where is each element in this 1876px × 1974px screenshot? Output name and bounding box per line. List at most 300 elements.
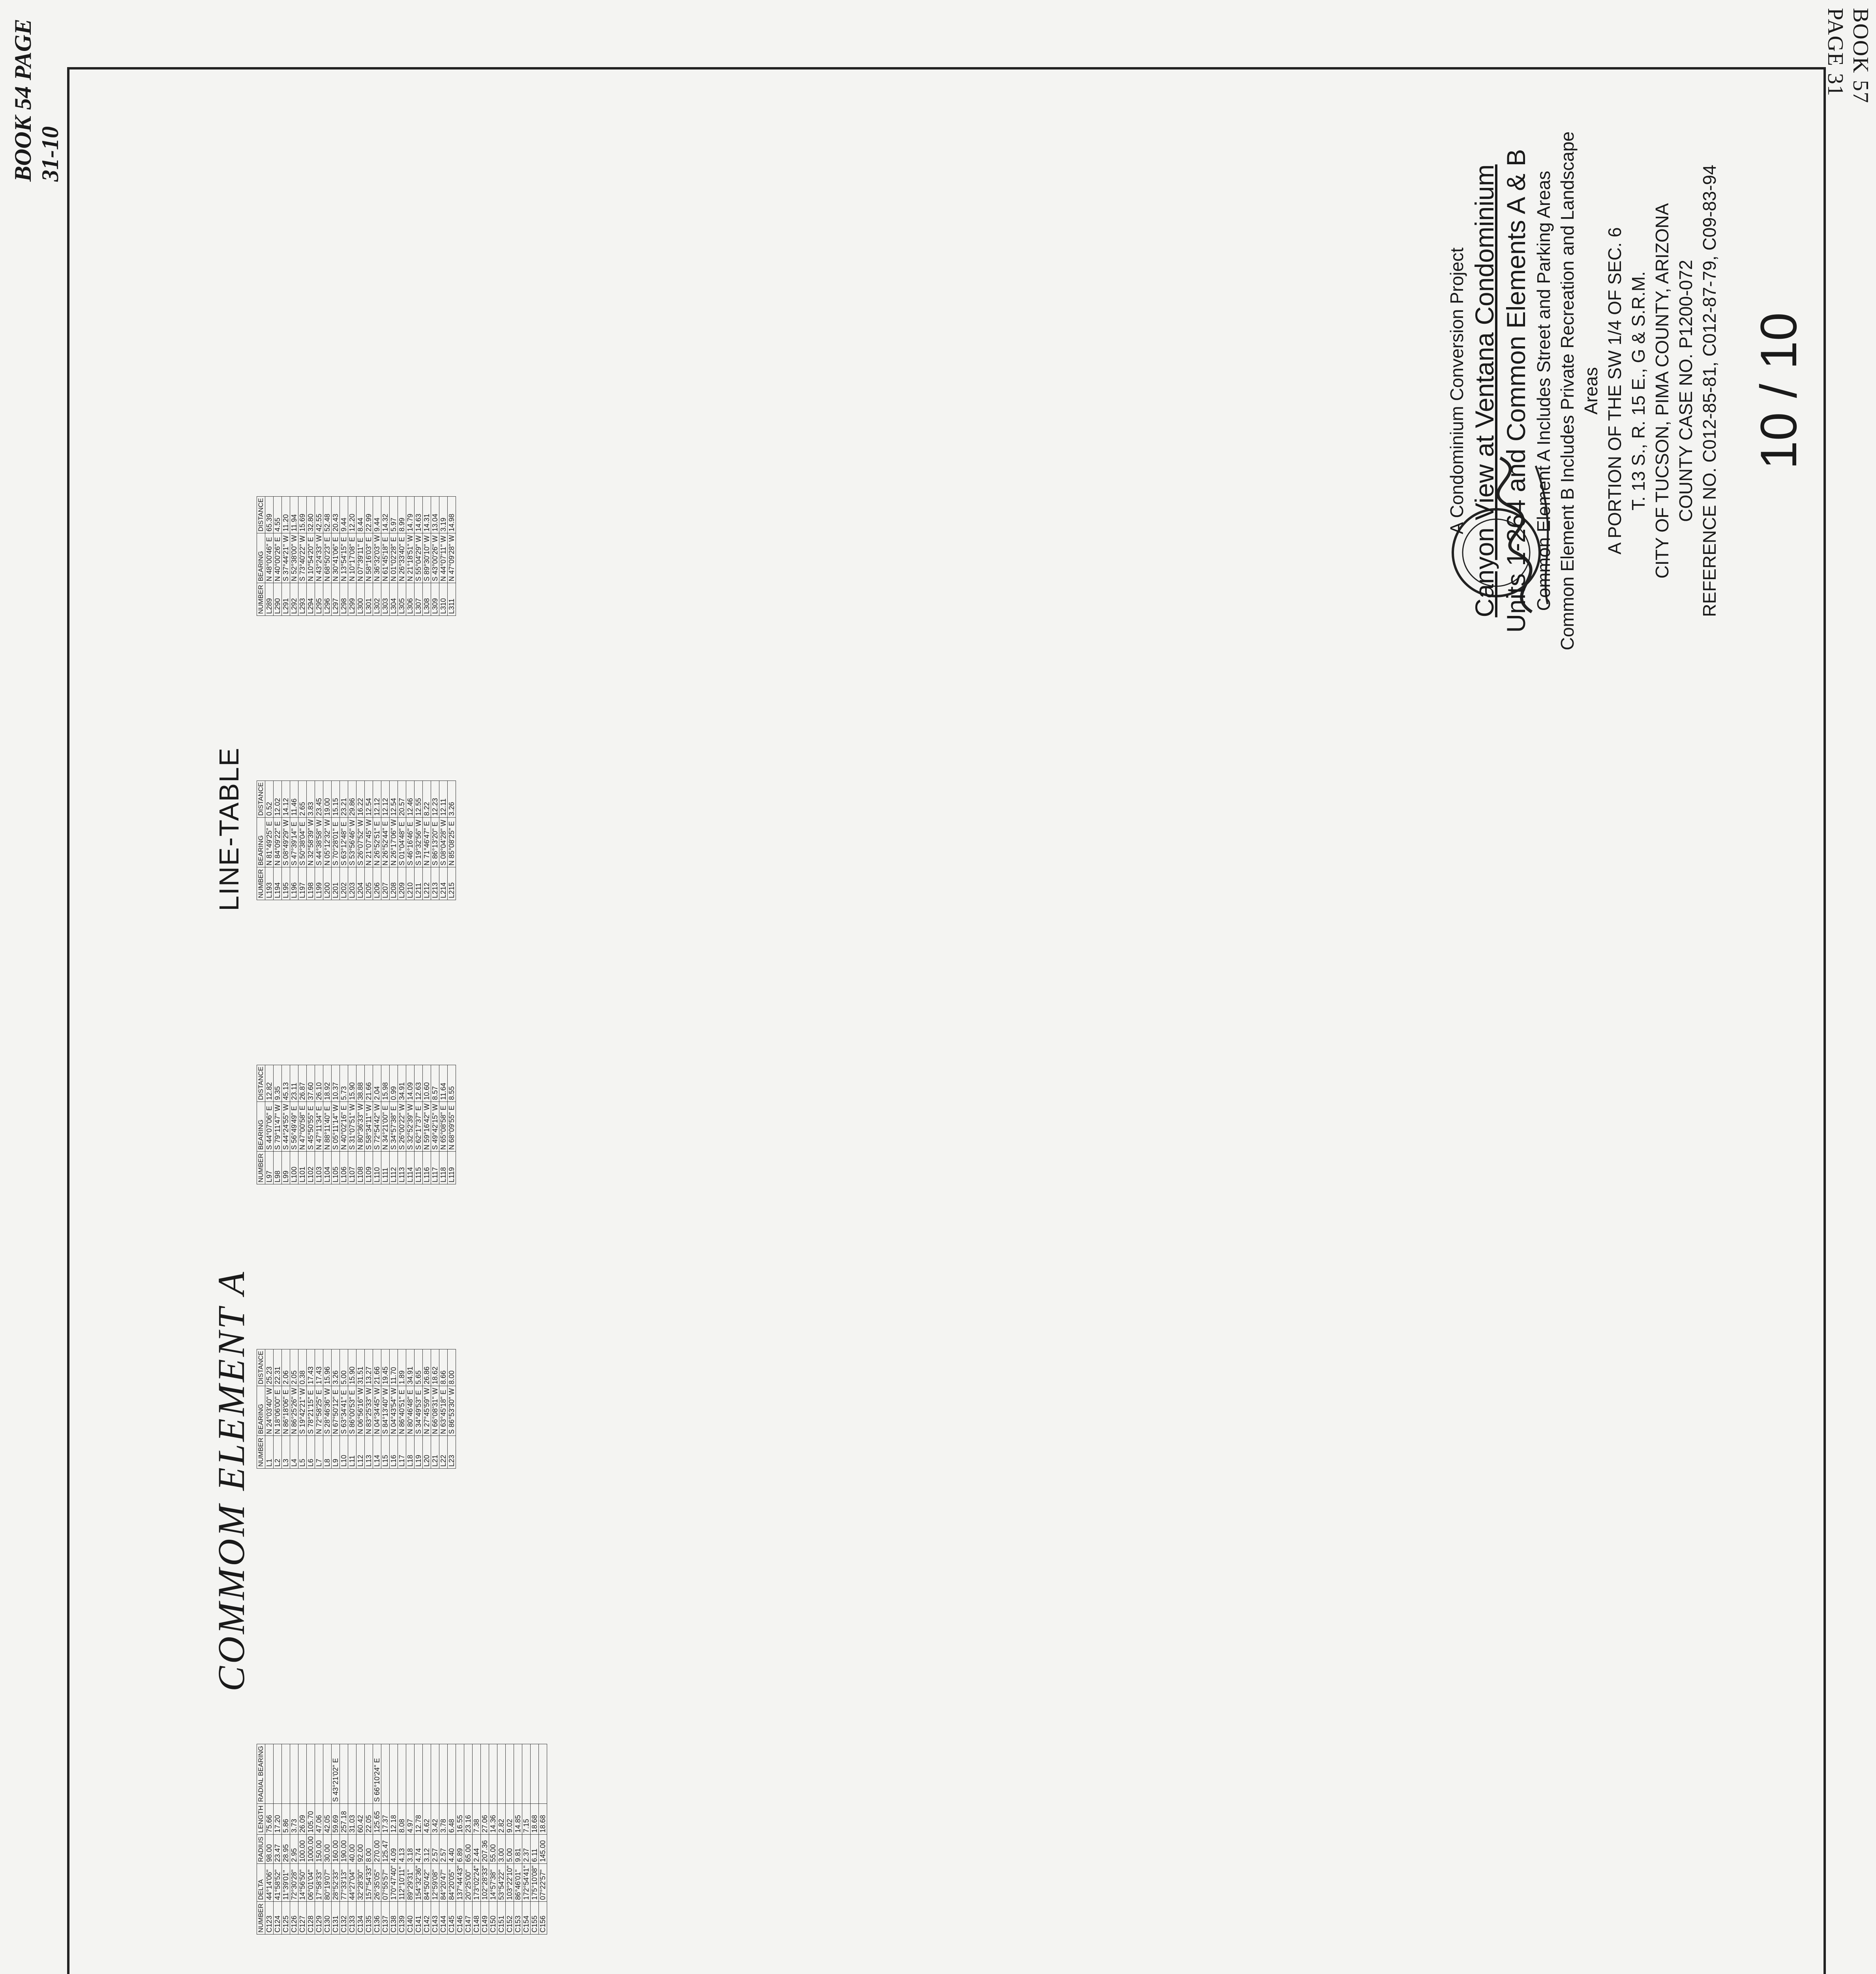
table-row [298,1065,307,1184]
table-cell: 18.92 [323,1065,332,1102]
table-cell: N 30°41'06" E [332,533,340,583]
table-cell: 60.42 [356,1804,365,1835]
table-cell: N 21°18'51" W [406,533,415,583]
table-cell: N 59°16'42" W [423,1102,431,1152]
table-cell: S 01°04'48" E [398,818,406,867]
table-cell: 2.04 [373,1065,381,1102]
table-cell: 3.00 [497,1835,506,1864]
table-cell: N 40°00'26" E [274,533,282,583]
table-cell: N 36°32'03" W [373,533,381,583]
table-cell: 22.31 [274,1349,282,1386]
table-cell [531,1744,539,1804]
table-row [356,781,365,900]
table-cell: 5.97 [390,496,398,533]
table-cell: 8.08 [398,1804,406,1835]
table-cell: 13.04 [431,496,439,533]
table-cell: 207.36 [481,1835,489,1864]
table-cell: L212 [423,867,431,900]
table-row [282,1349,290,1468]
table-cell: 12.11 [439,781,448,818]
table-cell [365,1744,373,1804]
table-cell: L106 [340,1152,348,1184]
table-cell: 8.66 [439,1349,448,1386]
table-cell: N 67°50'12" E [332,1386,340,1436]
table-cell: L200 [323,867,332,900]
table-cell: 30.00 [323,1835,332,1864]
table-cell: 18.68 [531,1804,539,1835]
table-row [390,496,398,615]
table-cell: L17 [398,1436,406,1469]
table-cell: S 62°17'37" E [415,1102,423,1152]
table-cell: L213 [431,867,439,900]
table-cell: 2.82 [497,1804,506,1835]
note-common-b: Common Element B Includes Private Recreation and Landscape Areas [1557,131,1601,651]
table-row [298,781,307,900]
table-cell: 12.63 [415,1065,423,1102]
table-cell: S 86°53'30" W [448,1386,456,1436]
table-row [265,1065,274,1184]
table-cell: L98 [274,1152,282,1184]
table-cell: 137°44'43" [456,1864,464,1902]
table-cell: L193 [265,867,274,900]
table-cell: C124 [274,1902,282,1935]
table-cell [473,1744,481,1804]
table-row [431,781,439,900]
table-cell: L5 [298,1436,307,1469]
table-cell: 11.20 [282,496,290,533]
table-cell: C133 [348,1902,356,1935]
table-cell: C128 [307,1902,315,1935]
table-row [423,1065,431,1184]
table-cell: 11.94 [290,496,298,533]
table-row [365,781,373,900]
table-cell: L12 [356,1436,365,1469]
table-cell: C132 [340,1902,348,1935]
table-cell [439,1744,448,1804]
table-row [298,1349,307,1468]
table-row [398,1744,406,1935]
table-cell: 0.52 [265,781,274,818]
table-cell: C138 [390,1902,398,1935]
table-cell: L199 [315,867,323,900]
table-cell: 14.98 [448,496,456,533]
table-cell: L198 [307,867,315,900]
table-cell: L15 [381,1436,390,1469]
table-cell: 1000.00 [307,1835,315,1864]
table-row [332,496,340,615]
table-cell: S 37°44'21" W [282,533,290,583]
table-row [415,781,423,900]
table-cell: S 55°04'29" W [415,533,423,583]
table-cell: S 44°07'06" E [265,1102,274,1152]
portion-line: A PORTION OF THE SW 1/4 OF SEC. 6 [1604,227,1625,555]
table-cell: S 45°50'55" E [307,1102,315,1152]
table-cell: 29.86 [348,781,356,818]
table-cell: L215 [448,867,456,900]
table-cell: L9 [332,1436,340,1469]
table-row [290,496,298,615]
table-cell: 41°58'52" [274,1864,282,1902]
table-cell: 14.79 [406,496,415,533]
table-row [274,1349,282,1468]
table-row [282,496,290,615]
table-cell: 20.43 [332,496,340,533]
table-cell: 32°28'30" [356,1864,365,1902]
table-cell: N 13°54'15" E [340,533,348,583]
table-cell: 19.45 [381,1349,390,1386]
table-cell: 65.39 [265,496,274,533]
table-row [406,781,415,900]
table-cell: 102°28'33" [481,1864,489,1902]
table-cell: 125.65 [373,1804,381,1835]
table-cell: L117 [431,1152,439,1184]
table-cell: 84°20'47" [439,1864,448,1902]
table-cell: L4 [290,1436,298,1469]
table-cell: N 04°34'45" W [373,1386,381,1436]
table-cell: 17.20 [274,1804,282,1835]
table-cell: S 34°49'53" E [415,1386,423,1436]
table-cell: 19.00 [323,781,332,818]
table-cell: 270.00 [373,1835,381,1864]
table-row [274,496,282,615]
table-cell: L97 [265,1152,274,1184]
table-cell: 112°10'11" [398,1864,406,1902]
table-cell: S 26°07'52" W [356,818,365,867]
table-cell: 173°02'24" [473,1864,481,1902]
table-cell [506,1744,514,1804]
column-header: DISTANCE [257,1349,265,1386]
table-cell: L11 [348,1436,356,1469]
table-cell: 45.13 [282,1065,290,1102]
table-row [381,1744,390,1935]
table-cell: L112 [390,1152,398,1184]
table-cell: N 61°45'18" E [381,533,390,583]
column-header: NUMBER [257,867,265,900]
column-header: DISTANCE [257,781,265,818]
column-header: LENGTH [257,1804,265,1835]
table-cell: 14.85 [514,1804,522,1835]
table-cell: 8.00 [448,1349,456,1386]
table-cell: L104 [323,1152,332,1184]
table-cell: L6 [307,1436,315,1469]
table-cell: C152 [506,1902,514,1935]
table-cell: N 86°40'51" E [398,1386,406,1436]
table-cell: N 65°08'58" E [439,1102,448,1152]
table-cell [489,1744,497,1804]
table-cell: 8.00 [365,1835,373,1864]
table-cell: 75.66 [265,1804,274,1835]
table-cell [481,1744,489,1804]
table-cell: 92.00 [356,1835,365,1864]
table-cell [390,1744,398,1804]
table-cell: N 84°09'22" E [274,818,282,867]
table-row [315,1744,323,1935]
table-cell: 4.97 [406,1804,415,1835]
table-cell: L114 [406,1152,415,1184]
table-cell: L214 [439,867,448,900]
table-cell: L107 [348,1152,356,1184]
table-cell: 3.26 [332,1349,340,1386]
table-row [348,496,356,615]
data-table [257,1744,547,1935]
data-table [257,1349,456,1469]
table-cell: C130 [323,1902,332,1935]
table-cell: L299 [348,583,356,616]
section-title: COMMOM ELEMENT A [210,1269,252,1692]
table-cell [398,1744,406,1804]
table-row [481,1744,489,1935]
table-row [290,1065,298,1184]
sheet-number: 10 / 10 [1750,312,1807,469]
table-row [415,1744,423,1935]
table-cell: 157°54'33" [365,1864,373,1902]
table-header-row [257,1065,265,1184]
table-cell: 15.15 [332,781,340,818]
table-cell: 40.00 [348,1835,356,1864]
table-cell: 26.86 [423,1349,431,1386]
table-cell: C129 [315,1902,323,1935]
table-cell: 100.00 [298,1835,307,1864]
table-cell: 25.23 [265,1349,274,1386]
table-cell: 12.82 [265,1065,274,1102]
table-cell: C145 [448,1902,456,1935]
table-cell: 4.40 [448,1835,456,1864]
table-cell: N 68°50'23" E [323,533,332,583]
table-cell: 23.21 [340,781,348,818]
table-cell: 15.69 [298,496,307,533]
column-header: DISTANCE [257,496,265,533]
table-cell: L305 [398,583,406,616]
table-cell: C142 [423,1902,431,1935]
table-row [381,1349,390,1468]
table-cell: L102 [307,1152,315,1184]
table-cell: 80°19'07" [323,1864,332,1902]
table-cell: 14.09 [406,1065,415,1102]
table-cell: 44°27'04" [348,1864,356,1902]
table-cell: N 81°49'25" E [265,818,274,867]
table-cell: L201 [332,867,340,900]
data-table [257,781,456,900]
table-row [332,781,340,900]
table-cell: 154°32'36" [415,1864,423,1902]
table-row [365,1349,373,1468]
table-cell: S 32°52'39" W [406,1102,415,1152]
table-cell: S 43°00'26" W [431,533,439,583]
table-cell: 4.55 [274,496,282,533]
table-cell: 2.44 [473,1835,481,1864]
table-cell: 12.78 [415,1804,423,1835]
table-row [315,781,323,900]
table-row [323,496,332,615]
table-cell: 3.73 [290,1804,298,1835]
table-cell: 11.64 [439,1065,448,1102]
table-cell: 257.18 [340,1804,348,1835]
township-line: T. 13 S., R. 15 E., G & S.R.M. [1628,271,1649,510]
table-cell [514,1744,522,1804]
table-row [265,781,274,900]
table-cell: 34.91 [406,1349,415,1386]
table-row [406,496,415,615]
table-cell: L119 [448,1152,456,1184]
table-cell: L7 [315,1436,323,1469]
table-cell: 14.12 [282,781,290,818]
table-cell: S 05°11'14" W [332,1102,340,1152]
table-cell [274,1744,282,1804]
table-row [356,1744,365,1935]
table-cell: L13 [365,1436,373,1469]
table-row [373,781,381,900]
table-row [448,1065,456,1184]
table-cell [423,1744,431,1804]
table-row [340,1744,348,1935]
table-cell [456,1744,464,1804]
table-cell: L18 [406,1436,415,1469]
table-cell: N 26°52'51" E [373,818,381,867]
table-cell: C141 [415,1902,423,1935]
table-cell: N 01°02'28" E [390,533,398,583]
table-cell: N 88°11'40" E [323,1102,332,1152]
table-row [423,1744,431,1935]
table-cell [539,1744,547,1804]
table-row [340,1065,348,1184]
table-cell [298,1744,307,1804]
table-row [274,1065,282,1184]
table-cell: N 07°39'11" E [356,533,365,583]
table-cell: 9.02 [506,1804,514,1835]
table-cell: S 49°42'15" W [431,1102,439,1152]
table-header-row [257,496,265,615]
table-row [332,1349,340,1468]
table-row [489,1744,497,1935]
table-row [356,496,365,615]
table-row [365,1065,373,1184]
column-header: NUMBER [257,583,265,616]
table-row [307,781,315,900]
table-cell: 4.13 [398,1835,406,1864]
table-cell: 145.00 [539,1835,547,1864]
column-header: BEARING [257,1102,265,1152]
table-cell: 190.00 [340,1835,348,1864]
table-cell: 1.89 [398,1349,406,1386]
table-cell: L302 [373,583,381,616]
table-row [406,1744,415,1935]
table-cell: L297 [332,583,340,616]
table-row [423,781,431,900]
table-row [473,1744,481,1935]
table-row [265,1349,274,1468]
table-cell: 12.18 [390,1804,398,1835]
table-header-row [257,781,265,900]
table-cell: N 47°11'34" E [315,1102,323,1152]
table-cell: S 08°49'29" W [282,818,290,867]
table-cell: L22 [439,1436,448,1469]
column-header: BEARING [257,1386,265,1436]
table-cell: S 34°57'38" E [390,1102,398,1152]
table-cell: 23.47 [274,1835,282,1864]
table-cell: L306 [406,583,415,616]
table-row [381,1065,390,1184]
table-cell: S 63°12'48" E [340,818,348,867]
table-row [315,1065,323,1184]
table-cell: L195 [282,867,290,900]
table-row [448,1744,456,1935]
table-cell: 11.70 [390,1349,398,1386]
table-cell: N 80°36'33" W [356,1102,365,1152]
column-header: NUMBER [257,1436,265,1469]
table-row [340,1349,348,1468]
table-cell: 2.05 [290,1349,298,1386]
table-cell: N 34°21'00" E [381,1102,390,1152]
table-cell: 22.05 [365,1804,373,1835]
column-header: NUMBER [257,1152,265,1184]
table-cell: L103 [315,1152,323,1184]
table-cell: L304 [390,583,398,616]
table-cell: L289 [265,583,274,616]
table-cell: 07°22'57" [539,1864,547,1902]
table-cell: L105 [332,1152,340,1184]
table-cell: L290 [274,583,282,616]
table-cell: L293 [298,583,307,616]
table-cell: 65.00 [464,1835,473,1864]
table-cell: L113 [398,1152,406,1184]
table-cell: 17.43 [315,1349,323,1386]
table-cell [282,1744,290,1804]
table-row [398,496,406,615]
table-cell: 17°58'33" [315,1864,323,1902]
table-cell: L111 [381,1152,390,1184]
table-cell: L23 [448,1436,456,1469]
table-row [415,1065,423,1184]
table-cell: 4.74 [415,1835,423,1864]
table-cell: 5.65 [415,1349,423,1386]
table-row [497,1744,506,1935]
table-cell: S 84°13'40" W [381,1386,390,1436]
table-row [439,1744,448,1935]
table-cell: 9.81 [514,1835,522,1864]
table-cell: N 72°58'25" E [315,1386,323,1436]
table-row [365,1744,373,1935]
units-line: Units 1-264 and Common Elements A & B [1501,149,1531,633]
table-cell: N 27°45'59" W [423,1386,431,1436]
table-cell: C131 [332,1902,340,1935]
table-cell: 0.38 [298,1349,307,1386]
table-cell: 06°01'04" [307,1864,315,1902]
table-cell: 98.00 [265,1835,274,1864]
table-row [514,1744,522,1935]
table-cell: L307 [415,583,423,616]
table-cell [464,1744,473,1804]
table-cell: N 63°45'18" E [439,1386,448,1436]
table-cell: 42.05 [323,1804,332,1835]
table-row [390,781,398,900]
table-row [290,1744,298,1935]
table-cell: C125 [282,1902,290,1935]
table-cell [290,1744,298,1804]
table-cell: L311 [448,583,456,616]
data-table [257,496,456,616]
table-cell: 4.09 [390,1835,398,1864]
table-cell: L20 [423,1436,431,1469]
table-cell: C135 [365,1902,373,1935]
table-cell: 10.60 [423,1065,431,1102]
table-cell: 8.99 [398,496,406,533]
table-cell: 14.31 [423,496,431,533]
table-cell: C150 [489,1902,497,1935]
table-row [431,496,439,615]
table-cell [431,1744,439,1804]
table-cell: L301 [365,583,373,616]
table-cell: C136 [373,1902,381,1935]
